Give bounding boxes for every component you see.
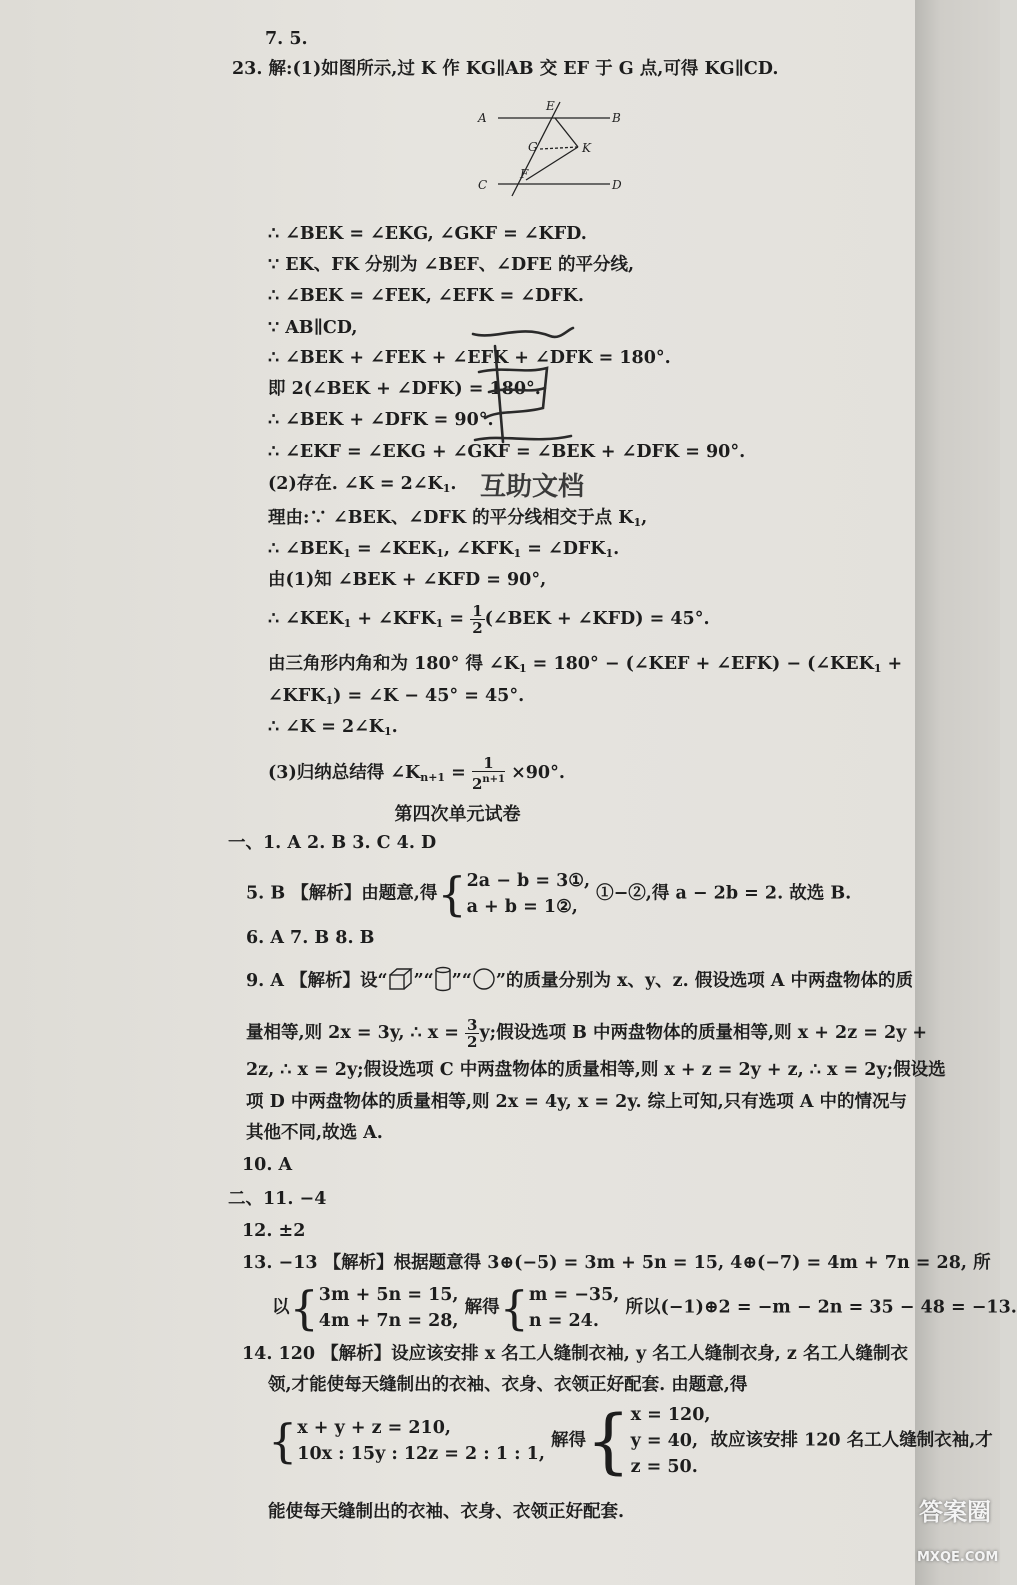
answer-line: 5. B 【解析】由题意,得{ 2a − b = 3①, a + b = 1②, ①−②,得 a − 2b = 2. 故选 B. bbox=[246, 867, 852, 921]
label-K: K bbox=[582, 141, 591, 155]
answer-line: 由(1)知 ∠BEK + ∠KFD = 90°, bbox=[268, 570, 547, 590]
answer-line: 能使每天缝制出的衣袖、衣身、衣领正好配套. bbox=[268, 1502, 625, 1522]
fraction-half: $\frac{1}{2}$ bbox=[472, 602, 483, 637]
label-D: D bbox=[612, 178, 622, 192]
answer-line: 13. −13 【解析】根据题意得 3⊕(−5) = 3m + 5n = 15, 4⊕(−7) = 4m + 7n = 28, 所 bbox=[242, 1253, 991, 1273]
answer-line: $\angle KFK_1$) = ∠K − 45° = 45°. bbox=[268, 686, 525, 707]
label-G: G bbox=[528, 140, 538, 154]
label-E: E bbox=[546, 99, 555, 113]
answer-line: ∴ $\angle BEK_1$ = $\angle KEK_1$, $\angle KFK_1$ = $\angle DFK_1$. bbox=[268, 539, 620, 560]
label-F: F bbox=[520, 167, 529, 181]
answer-line: 量相等,则 2x = 3y, ∴ x = $\frac{3}{2}$ y;假设选项 B 中两盘物体的质量相等,则 x + 2z = 2y + bbox=[246, 1016, 928, 1051]
answer-line: 理由:∵ ∠BEK、∠DFK 的平分线相交于点 $K_1$, bbox=[268, 508, 648, 529]
equation-system: x = 120, y = 40, z = 50. bbox=[630, 1405, 711, 1477]
answer-line: ∴ ∠BEK = ∠FEK, ∠EFK = ∠DFK. bbox=[268, 286, 584, 306]
label-A: A bbox=[478, 111, 487, 125]
answer-line: 以{ 3m + 5n = 15, 4m + 7n = 28, 解得{ m = −35, n = 24. 所以(−1)⊕2 = −m − 2n = 35 − 48 = −13. bbox=[272, 1281, 1017, 1335]
cylinder-icon bbox=[434, 966, 452, 992]
answer-line: ∵ AB∥CD, bbox=[268, 318, 358, 338]
parallel-lines-figure bbox=[470, 92, 620, 202]
answer-line: ∴ ∠BEK = ∠EKG, ∠GKF = ∠KFD. bbox=[268, 224, 587, 244]
answer-line: 项 D 中两盘物体的质量相等,则 2x = 4y, x = 2y. 综上可知,只有选项 A 中的情况与 bbox=[246, 1092, 908, 1112]
answer-line: 10. A bbox=[242, 1155, 293, 1175]
answer-line: 9. A 【解析】设“ ”“ ”“ ”的质量分别为 x、y、z. 假设选项 A 中两盘物体的质 bbox=[246, 966, 913, 993]
answer-line: 二、11. −4 bbox=[228, 1189, 327, 1209]
answer-line: 即 2(∠BEK + ∠DFK) = 180°. bbox=[268, 379, 541, 399]
answer-line: ∴ ∠K = $2\angle K_1$. bbox=[268, 717, 398, 738]
fraction-three-halves: $\frac{3}{2}$ bbox=[467, 1016, 478, 1051]
label-B: B bbox=[612, 111, 621, 125]
section-title: 第四次单元试卷 bbox=[394, 804, 521, 825]
answer-line: 由三角形内角和为 180° 得 $\angle K_1 = 180^\circ$ − (∠KEF + ∠EFK) − ($\angle KEK_1$ + bbox=[268, 654, 903, 675]
answer-line: 14. 120 【解析】设应该安排 x 名工人缝制衣袖, y 名工人缝制衣身, z 名工人缝制衣 bbox=[242, 1344, 908, 1364]
watermark-text: 互助文档 bbox=[480, 472, 585, 502]
answer-line: (3)归纳总结得 $\angle K_{n+1}$ = $\frac{1}{2^{n+1}}$ ×90°. bbox=[268, 754, 565, 793]
answer-line: 2z, ∴ x = 2y;假设选项 C 中两盘物体的质量相等,则 x + z = 2y + z, ∴ x = 2y;假设选 bbox=[246, 1060, 946, 1080]
answer-line: 一、1. A 2. B 3. C 4. D bbox=[228, 833, 437, 853]
binding-gutter bbox=[915, 0, 1000, 1585]
cube-icon bbox=[388, 967, 414, 991]
answer-line: 7. 5. bbox=[265, 29, 308, 49]
answer-line: ∵ EK、FK 分别为 ∠BEF、∠DFE 的平分线, bbox=[268, 255, 635, 275]
answer-line: ∴ ∠BEK + ∠FEK + ∠EFK + ∠DFK = 180°. bbox=[268, 348, 671, 368]
equation-system: x + y + z = 210, 10x : 15y : 12z = 2 : 1 : 1, bbox=[297, 1418, 545, 1464]
answer-line: ∴ ∠BEK + ∠DFK = 90°. bbox=[268, 410, 494, 430]
answer-line: (2)存在. ∠K = $2\angle K_1$. bbox=[268, 474, 457, 495]
equation-system: 2a − b = 3①, a + b = 1②, bbox=[466, 871, 591, 917]
fraction-inverse-power: $\frac{1}{2^{n+1}}$ bbox=[471, 754, 505, 793]
answer-line: 领,才能使每天缝制出的衣袖、衣身、衣领正好配套. 由题意,得 bbox=[268, 1375, 748, 1395]
logo-url: MXQE.COM bbox=[917, 1550, 999, 1565]
sphere-icon bbox=[472, 967, 496, 991]
equation-system: m = −35, n = 24. bbox=[528, 1285, 620, 1331]
answer-line: ∴ $\angle KEK_1$ + $\angle KFK_1$ = $\frac{1}{2}$ (∠BEK + ∠KFD) = 45°. bbox=[268, 602, 710, 637]
answer-line: 12. ±2 bbox=[242, 1221, 306, 1241]
handwritten-watermark-scribble bbox=[455, 322, 580, 452]
answer-line: ∴ ∠EKF = ∠EKG + ∠GKF = ∠BEK + ∠DFK = 90°. bbox=[268, 442, 746, 462]
answer-line: 6. A 7. B 8. B bbox=[246, 928, 375, 948]
answer-line: 23. 解:(1)如图所示,过 K 作 KG∥AB 交 EF 于 G 点,可得 KG∥CD. bbox=[232, 59, 779, 79]
answer-line: 其他不同,故选 A. bbox=[246, 1123, 383, 1143]
answer-line: { x + y + z = 210, 10x : 15y : 12z = 2 : 1 : 1, 解得{ x = 120, y = 40, z = 50. 故应该安排 120 名工人缝制衣袖,才 bbox=[268, 1400, 993, 1482]
label-C: C bbox=[478, 178, 488, 192]
site-logo bbox=[915, 1470, 1000, 1585]
logo-main: 答案圈 bbox=[919, 1498, 991, 1526]
equation-system: 3m + 5n = 15, 4m + 7n = 28, bbox=[318, 1285, 459, 1331]
